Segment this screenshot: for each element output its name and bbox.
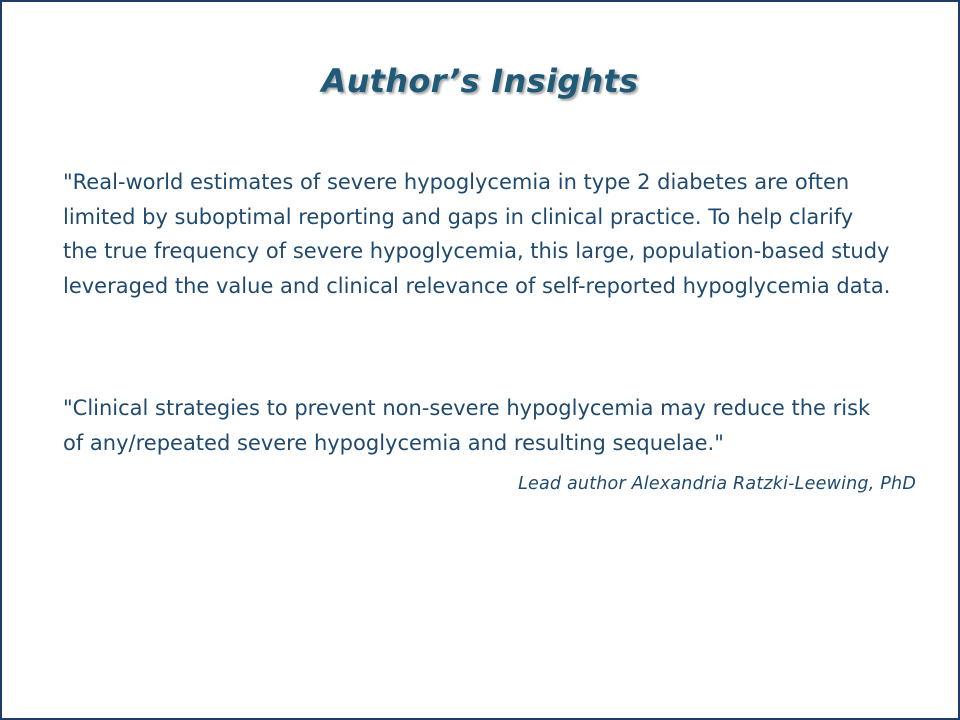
quote-paragraph-1: "Real-world estimates of severe hypoglycemia in type 2 diabetes are often limited by suboptimal reporting and gaps in clinical practice. To help clarify the true frequency of severe hypoglycemia, this large, population-based study leveraged the value and clinical relevance of self-reported hypoglycemia data. (63, 170, 891, 298)
author-attribution: Lead author Alexandria Ratzki-Leewing, PhD (518, 474, 916, 494)
slide-title: Author’s Insights (321, 62, 639, 100)
quote-paragraph-2: "Clinical strategies to prevent non-severe hypoglycemia may reduce the risk of any/repeated severe hypoglycemia and resulting sequelae." (63, 396, 871, 455)
